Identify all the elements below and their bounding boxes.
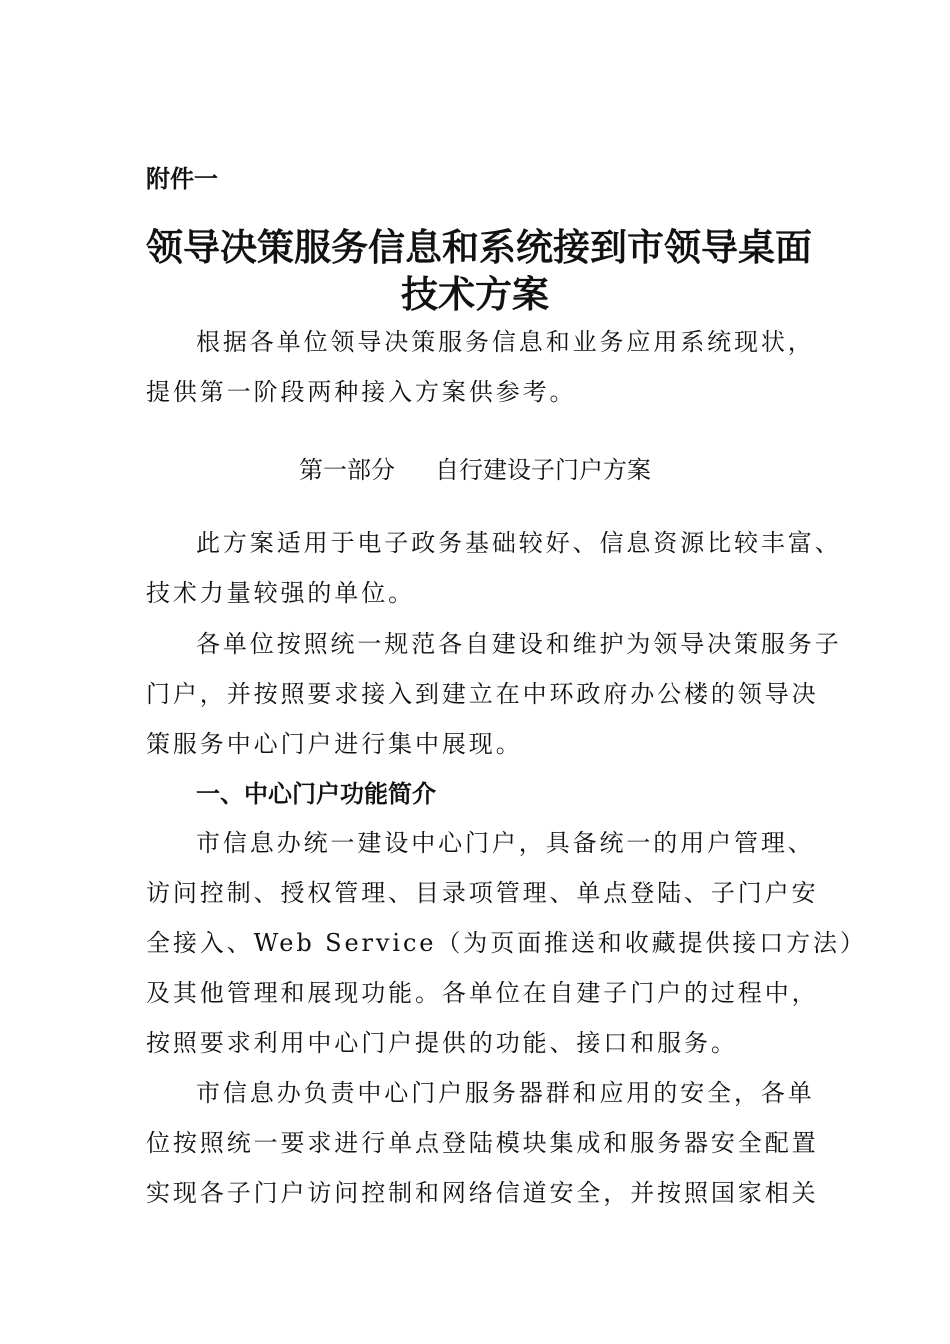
- part-one-heading: [146, 454, 804, 486]
- paragraph-line: 及其他管理和展现功能。各单位在自建子门户的过程中，: [146, 979, 819, 1007]
- annex-label: 附件一: [146, 165, 218, 193]
- paragraph-line: 提供第一阶段两种接入方案供参考。: [146, 378, 577, 406]
- document-title: [146, 224, 812, 318]
- intro-paragraph: [146, 317, 815, 417]
- paragraph-line: 根据各单位领导决策服务信息和业务应用系统现状，: [196, 328, 815, 356]
- paragraph-scope: [146, 518, 842, 618]
- part-one-title: 自行建设子门户方案: [435, 456, 651, 484]
- document-title-line: 领导决策服务信息和系统接到市领导桌面: [146, 225, 812, 269]
- section-1-heading: 一、中心门户功能简介: [196, 780, 436, 808]
- paragraph-center-portal: [146, 818, 867, 1068]
- paragraph-security: [146, 1068, 819, 1218]
- paragraph-line: 此方案适用于电子政务基础较好、信息资源比较丰富、: [196, 529, 842, 557]
- part-one-number: 第一部分: [299, 456, 395, 484]
- paragraph-line: 门户，并按照要求接入到建立在中环政府办公楼的领导决: [146, 680, 819, 708]
- paragraph-line: 访问控制、授权管理、目录项管理、单点登陆、子门户安: [146, 879, 819, 907]
- paragraph-line: 市信息办统一建设中心门户，具备统一的用户管理、: [196, 829, 815, 857]
- paragraph-line: 技术力量较强的单位。: [146, 579, 415, 607]
- paragraph-line: 位按照统一要求进行单点登陆模块集成和服务器安全配置: [146, 1129, 819, 1157]
- paragraph-line: 按照要求利用中心门户提供的功能、接口和服务。: [146, 1029, 738, 1057]
- paragraph-line: 全接入、Web Service（为页面推送和收藏提供接口方法）: [146, 929, 867, 957]
- document-title-line: 技术方案: [401, 272, 549, 316]
- paragraph-line: 实现各子门户访问控制和网络信道安全，并按照国家相关: [146, 1179, 819, 1207]
- paragraph-line: 各单位按照统一规范各自建设和维护为领导决策服务子: [196, 630, 842, 658]
- paragraph-line: 市信息办负责中心门户服务器群和应用的安全，各单: [196, 1079, 815, 1107]
- paragraph-line: 策服务中心门户进行集中展现。: [146, 730, 523, 758]
- paragraph-subportal: [146, 619, 842, 769]
